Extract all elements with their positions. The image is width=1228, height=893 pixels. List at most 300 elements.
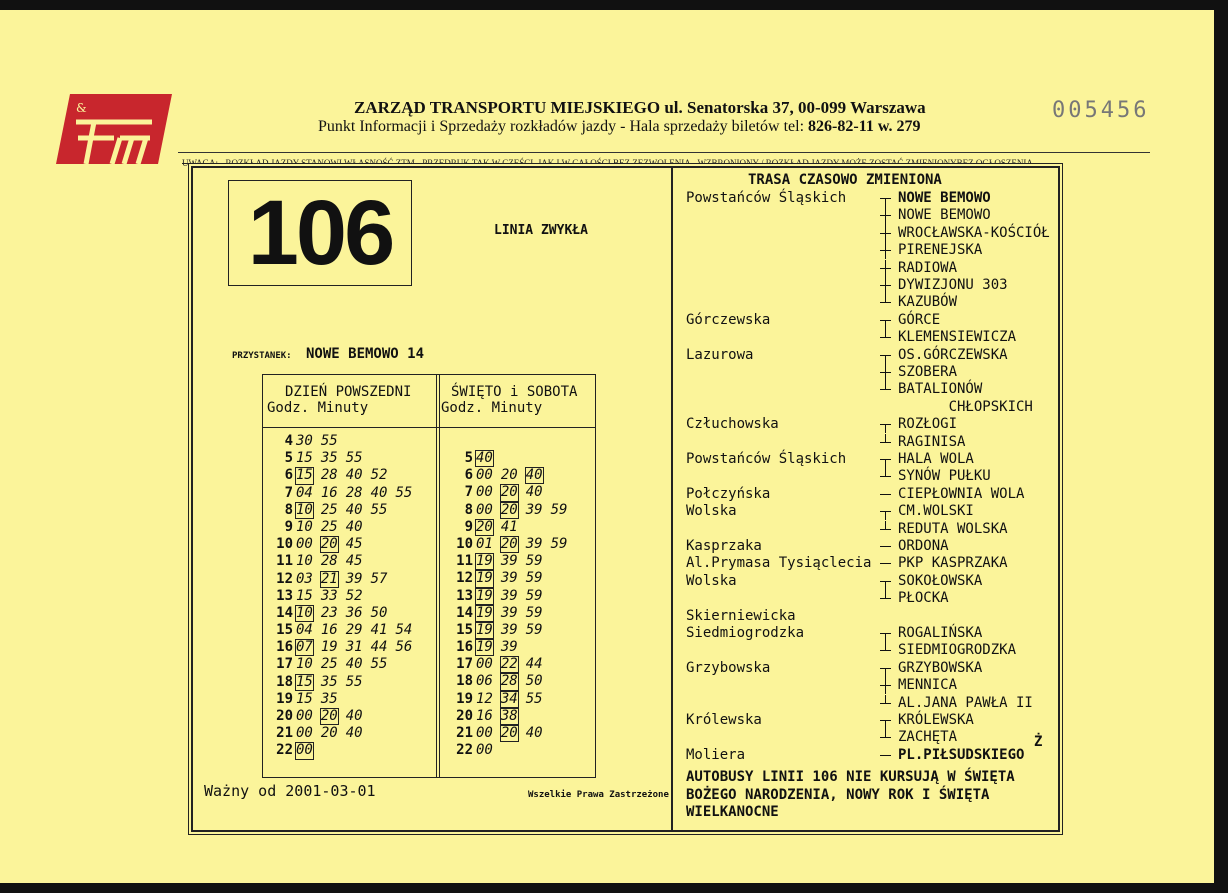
hour-cell: 13: [276, 587, 293, 604]
minute: 35: [320, 673, 338, 690]
minutes-cell: [293, 708, 371, 725]
hour-cell: 20: [456, 707, 473, 724]
minute: 35: [320, 690, 338, 707]
minute: 16: [320, 622, 338, 639]
route-title: TRASA CZASOWO ZMIENIONA: [748, 172, 942, 188]
table-row: [443, 708, 575, 725]
table-row: [263, 691, 420, 708]
minute: 55: [395, 484, 413, 501]
hour-cell: 16: [456, 639, 473, 656]
serial-number: 005456: [1052, 98, 1150, 123]
route-street: Połczyńska: [686, 485, 771, 502]
minutes-cell: [293, 519, 371, 536]
route-tick-icon: [880, 207, 892, 224]
minute-boxed: 20: [476, 518, 493, 535]
minute-boxed: 00: [296, 742, 313, 759]
holiday-title: ŚWIĘTO i SOBOTA: [451, 384, 578, 400]
route-street: Powstańców Śląskich: [686, 451, 847, 467]
minute-boxed: 20: [500, 484, 518, 501]
minute: 59: [525, 604, 543, 621]
route-stop: PŁOCKA: [898, 590, 949, 607]
minute-boxed: 19: [476, 570, 493, 587]
minutes-cell: [293, 605, 395, 622]
table-row: [263, 725, 420, 742]
minute: 40: [345, 725, 363, 742]
route-stop: ROZŁOGI: [898, 416, 958, 433]
minute: 33: [320, 587, 338, 604]
route-tick-icon: [880, 573, 892, 590]
minutes-cell: [293, 725, 371, 742]
table-header-divider: [263, 427, 595, 428]
table-row: [263, 536, 420, 553]
route-stop: GÓRCE: [898, 311, 941, 328]
hour-cell: 16: [276, 639, 293, 656]
route-stop: CHŁOPSKICH: [898, 398, 1033, 415]
minute: 55: [345, 450, 363, 467]
minute: 20: [320, 725, 338, 742]
route-street: Człuchowska: [686, 416, 779, 433]
route-tick-icon: [880, 242, 892, 259]
table-row: [263, 742, 420, 759]
valid-from: Ważny od 2001-03-01: [204, 782, 376, 800]
hour-cell: 20: [276, 708, 293, 724]
header-divider: [178, 152, 1150, 153]
minute: 39: [525, 501, 543, 518]
stop-label: PRZYSTANEK:: [232, 351, 292, 361]
minute: 28: [320, 467, 338, 484]
route-stop: SZOBERA: [898, 364, 958, 380]
hour-cell: 15: [456, 621, 473, 638]
route-stop: SYNÓW PUŁKU: [898, 468, 991, 485]
ztm-logo: [56, 92, 172, 166]
holiday-rows: [443, 450, 575, 759]
route-tick-icon: [880, 277, 892, 294]
route-stop: RADIOWA: [898, 259, 958, 276]
hour-cell: 4: [284, 433, 293, 449]
table-row: [263, 674, 420, 691]
route-tick-icon: [880, 625, 892, 642]
table-row: [443, 742, 575, 759]
minute: 44: [525, 656, 543, 673]
route-tick-icon: [880, 468, 892, 485]
minute: 04: [296, 484, 313, 501]
route-tick-icon: [880, 416, 892, 433]
minute: 40: [525, 484, 543, 501]
route-stop: KAZUBÓW: [898, 294, 958, 311]
minute: 39: [500, 621, 518, 638]
minute: 16: [476, 707, 493, 724]
hour-cell: 8: [284, 501, 293, 518]
route-tick-icon: [880, 486, 892, 503]
minute: 45: [345, 536, 363, 553]
route-tick-icon: [880, 294, 892, 311]
table-row: [263, 708, 420, 725]
minute: 39: [500, 604, 518, 621]
table-row: [263, 485, 420, 502]
route-street: Wolska: [686, 503, 737, 520]
route-stop: PIRENEJSKA: [898, 242, 983, 259]
route-stop: KLEMENSIEWICZA: [898, 329, 1017, 346]
route-tick-icon: [880, 451, 892, 468]
minute: 45: [345, 553, 363, 570]
table-row: [443, 570, 575, 587]
minute: 10: [296, 553, 313, 570]
line-number-box: [228, 180, 412, 286]
svg-text:&: &: [76, 101, 87, 115]
route-tick-icon: [880, 538, 892, 555]
hour-cell: 7: [464, 484, 473, 501]
minute: 59: [525, 553, 543, 570]
table-row: [443, 484, 575, 501]
table-row: [263, 467, 420, 484]
minute: 39: [525, 535, 543, 552]
table-row: [263, 502, 420, 519]
minutes-cell: [293, 502, 395, 519]
minutes-cell: [473, 484, 551, 501]
route-street: Al.Prymasa Tysiąclecia: [686, 555, 872, 572]
minute: 39: [500, 639, 518, 656]
hour-cell: 8: [464, 501, 473, 518]
minute: 56: [395, 639, 413, 656]
hour-cell: 22: [456, 742, 473, 759]
route-tick-icon: [880, 225, 892, 242]
hour-cell: 11: [456, 553, 473, 570]
route-note: AUTOBUSY LINII 106 NIE KURSUJĄ W ŚWIĘTA BOŻEGO NARODZENIA, NOWY ROK I ŚWIĘTA WIELKANOCNE: [686, 769, 1015, 820]
route-stop: ZACHĘTA: [898, 729, 958, 746]
minute: 40: [370, 484, 388, 501]
table-row: [263, 519, 420, 536]
minute: 00: [296, 725, 313, 742]
table-row: [263, 588, 420, 605]
hour-cell: 9: [464, 518, 473, 535]
minute: 30: [296, 433, 313, 449]
route-stop: SIEDMIOGRODZKA: [898, 642, 1017, 659]
route-tick-icon: [880, 590, 892, 607]
route-tick-icon: [880, 660, 892, 677]
route-street: Wolska: [686, 572, 737, 589]
minutes-cell: [473, 639, 526, 656]
minute: 00: [476, 656, 493, 673]
minute: 25: [320, 501, 338, 518]
route-tick-icon: [880, 434, 892, 451]
minute: 00: [476, 725, 493, 741]
table-row: [443, 656, 575, 673]
route-tick-icon: [880, 364, 892, 381]
table-row: [263, 605, 420, 622]
route-street: Królewska: [686, 712, 762, 728]
minute-boxed: 20: [500, 501, 518, 518]
minute: 55: [320, 433, 338, 449]
minute: 39: [500, 587, 518, 604]
minutes-cell: [473, 708, 526, 725]
minute: 00: [296, 536, 313, 553]
header-org: ZARZĄD TRANSPORTU MIEJSKIEGO ul. Senatorska 37, 00-099 Warszawa: [354, 98, 926, 117]
timetable-sheet: [0, 10, 1214, 883]
route-stop: PKP KASPRZAKA: [898, 555, 1008, 572]
hour-cell: 18: [276, 673, 293, 690]
minute-boxed: 40: [525, 467, 543, 484]
minutes-cell: [473, 742, 501, 759]
hour-cell: 19: [276, 690, 293, 707]
minute: 40: [345, 518, 363, 535]
minute-boxed: 20: [320, 708, 338, 724]
minute: 59: [550, 501, 568, 518]
minutes-cell: [473, 725, 551, 742]
route-street: Grzybowska: [686, 659, 771, 676]
hour-cell: 15: [276, 622, 293, 639]
minute: 50: [525, 673, 543, 690]
minutes-cell: [473, 570, 551, 587]
route-street: Lazurowa: [686, 346, 754, 363]
minute-boxed: 19: [476, 553, 493, 570]
minute: 44: [370, 639, 388, 656]
hour-cell: 5: [284, 450, 293, 467]
minutes-cell: [293, 674, 371, 691]
minute-boxed: 07: [296, 639, 313, 656]
minute: 55: [345, 673, 363, 690]
route-tick-icon: [880, 747, 892, 764]
table-row: [443, 725, 575, 742]
header-info: Punkt Informacji i Sprzedaży rozkładów jazdy - Hala sprzedaży biletów tel: 826-82-11 w. 279: [318, 118, 921, 135]
route-stop: AL.JANA PAWŁA II: [898, 694, 1033, 711]
hour-cell: 7: [284, 484, 293, 501]
route-tick-icon: [880, 329, 892, 346]
minutes-cell: [473, 450, 501, 467]
minute: 55: [370, 656, 388, 673]
minute: 57: [370, 570, 388, 587]
route-stop: NOWE BEMOWO: [898, 190, 991, 206]
route-tick-icon: [880, 521, 892, 538]
route-stop: ROGALIŃSKA: [898, 625, 983, 641]
minute: 16: [320, 484, 338, 501]
route-tick-icon: [880, 312, 892, 329]
route-street: Moliera: [686, 746, 746, 763]
table-row: [443, 691, 575, 708]
minutes-cell: [473, 553, 551, 570]
route-street: Skierniewicka: [686, 607, 796, 624]
minute: 55: [525, 690, 543, 707]
table-divider: [439, 375, 440, 777]
minute: 35: [320, 450, 338, 467]
minute: 15: [296, 587, 313, 604]
route-stop: WROCŁAWSKA-KOŚCIÓŁ: [898, 224, 1050, 241]
route-stop: GRZYBOWSKA: [898, 659, 983, 676]
minute: 28: [320, 553, 338, 570]
minute: 40: [345, 501, 363, 518]
minute: 25: [320, 518, 338, 535]
route-street: Siedmiogrodzka: [686, 625, 805, 641]
hour-cell: 14: [276, 604, 293, 621]
minutes-cell: [473, 536, 575, 553]
z-mark: Ż: [1034, 734, 1043, 750]
minute: 50: [370, 604, 388, 621]
minute-boxed: 10: [296, 501, 313, 518]
minute: 59: [525, 570, 543, 587]
minute-boxed: 28: [500, 673, 518, 690]
route-stop: SOKOŁOWSKA: [898, 572, 983, 589]
minute: 00: [476, 742, 493, 759]
route-street: Górczewska: [686, 311, 771, 328]
table-row: [443, 673, 575, 690]
table-row: [443, 502, 575, 519]
minute: 31: [345, 639, 363, 656]
table-row: [443, 588, 575, 605]
route-street: Kasprzaka: [686, 538, 762, 554]
table-row: [443, 467, 575, 484]
minute-boxed: 20: [500, 535, 518, 552]
minute-boxed: 19: [476, 639, 493, 656]
table-row: [263, 553, 420, 570]
weekday-rows: [263, 433, 420, 760]
route-tick-icon: [880, 642, 892, 659]
minute-boxed: 19: [476, 621, 493, 638]
hour-cell: 6: [464, 467, 473, 484]
route-stop: HALA WOLA: [898, 451, 974, 467]
route-tick-icon: [880, 381, 892, 398]
route-stop: NOWE BEMOWO: [898, 207, 991, 224]
route-tick-icon: [880, 503, 892, 520]
hour-cell: 21: [456, 725, 473, 741]
hour-cell: 6: [284, 467, 293, 484]
route-tick-icon: [880, 677, 892, 694]
minutes-cell: [473, 673, 551, 690]
hour-cell: 19: [456, 690, 473, 707]
table-row: [443, 639, 575, 656]
minute: 00: [476, 484, 493, 501]
minute: 40: [345, 656, 363, 673]
table-row: [263, 433, 420, 450]
hour-cell: 21: [276, 725, 293, 742]
minute-boxed: 20: [320, 536, 338, 553]
hour-cell: 5: [464, 450, 473, 466]
route-stop: MENNICA: [898, 677, 958, 694]
route-stop: PL.PIŁSUDSKIEGO: [898, 746, 1025, 763]
minute: 00: [296, 708, 313, 724]
minutes-cell: [293, 433, 346, 450]
minutes-cell: [293, 467, 395, 484]
route-stop: BATALIONÓW: [898, 381, 983, 398]
route-stop: REDUTA WOLSKA: [898, 520, 1008, 537]
hour-cell: 11: [276, 553, 293, 570]
minute: 59: [525, 587, 543, 604]
minute: 00: [476, 501, 493, 518]
minute: 52: [370, 467, 388, 484]
route-stop: KRÓLEWSKA: [898, 712, 974, 728]
minute: 39: [345, 570, 363, 587]
minutes-cell: [293, 691, 346, 708]
minute-boxed: 10: [296, 604, 313, 621]
minute: 55: [370, 501, 388, 518]
minute: 40: [345, 708, 363, 724]
route-stop: RAGINISA: [898, 433, 966, 450]
table-row: [443, 553, 575, 570]
minute-boxed: 19: [476, 587, 493, 604]
hour-cell: 18: [456, 673, 473, 690]
minutes-cell: [473, 605, 551, 622]
route-stop: CIEPŁOWNIA WOLA: [898, 485, 1025, 502]
minute: 20: [500, 467, 518, 484]
minute: 15: [296, 450, 313, 467]
line-number: 106: [247, 182, 393, 284]
minute: 41: [370, 622, 388, 639]
minutes-cell: [293, 553, 371, 570]
minute: 04: [296, 622, 313, 639]
line-type: LINIA ZWYKŁA: [494, 223, 588, 238]
minute: 01: [476, 535, 493, 552]
route-tick-icon: [880, 712, 892, 729]
table-row: [263, 622, 420, 639]
minute-boxed: 15: [296, 673, 313, 690]
minute: 40: [345, 467, 363, 484]
minute: 39: [500, 553, 518, 570]
weekday-title: DZIEŃ POWSZEDNI: [285, 384, 412, 400]
hour-cell: 12: [276, 570, 293, 587]
minutes-cell: [473, 691, 551, 708]
minute: 06: [476, 673, 493, 690]
hour-cell: 13: [456, 587, 473, 604]
minute: 59: [550, 535, 568, 552]
minute: 10: [296, 656, 313, 673]
table-row: [263, 450, 420, 467]
route-stop: ORDONA: [898, 538, 949, 554]
minutes-cell: [473, 519, 526, 536]
minute: 00: [476, 467, 493, 484]
column-divider: [671, 168, 673, 830]
minutes-cell: [293, 571, 395, 588]
route-street: Powstańców Śląskich: [686, 190, 847, 206]
minute: 28: [345, 484, 363, 501]
hour-cell: 14: [456, 604, 473, 621]
hour-cell: 17: [456, 656, 473, 673]
holiday-subheader: Godz. Minuty: [441, 400, 543, 416]
table-divider: [436, 375, 437, 777]
minutes-cell: [293, 622, 420, 639]
minute-boxed: 19: [476, 604, 493, 621]
minutes-cell: [293, 656, 395, 673]
minute-boxed: 21: [320, 570, 338, 587]
minutes-cell: [293, 450, 371, 467]
route-tick-icon: [880, 260, 892, 277]
table-row: [443, 450, 575, 467]
route-tick-icon: [880, 555, 892, 572]
route-tick-icon: [880, 190, 892, 207]
minute-boxed: 34: [500, 690, 518, 707]
copyright-notice: UWAGA: - ROZKŁAD JAZDY STANOWI WŁASNOŚĆ ZTM - PRZEDRUK TAK W CZĘŚCI, JAK I W CAŁOŚCI BEZ ZEZWOLENIA - WZBRONIONY / ROZKŁAD JAZDY MOŻE ZOSTAĆ ZMIENIONYBEZ OGŁOSZENIA: [182, 158, 1033, 168]
minute: 59: [525, 621, 543, 638]
minute-boxed: 22: [500, 656, 518, 673]
minute-boxed: 15: [296, 467, 313, 484]
table-row: [263, 656, 420, 673]
table-row: [263, 571, 420, 588]
minute: 19: [320, 639, 338, 656]
minutes-cell: [473, 467, 551, 484]
minute: 39: [500, 570, 518, 587]
minute-boxed: 38: [500, 707, 518, 724]
minutes-cell: [473, 622, 551, 639]
minute: 41: [500, 518, 518, 535]
hour-cell: 17: [276, 656, 293, 673]
minute: 15: [296, 690, 313, 707]
minute: 52: [345, 587, 363, 604]
hour-cell: 10: [276, 536, 293, 553]
minute-boxed: 20: [500, 725, 518, 741]
minutes-cell: [473, 656, 551, 673]
table-row: [443, 605, 575, 622]
minute: 10: [296, 518, 313, 535]
route-tick-icon: [880, 695, 892, 712]
minute: 29: [345, 622, 363, 639]
table-row: [443, 622, 575, 639]
